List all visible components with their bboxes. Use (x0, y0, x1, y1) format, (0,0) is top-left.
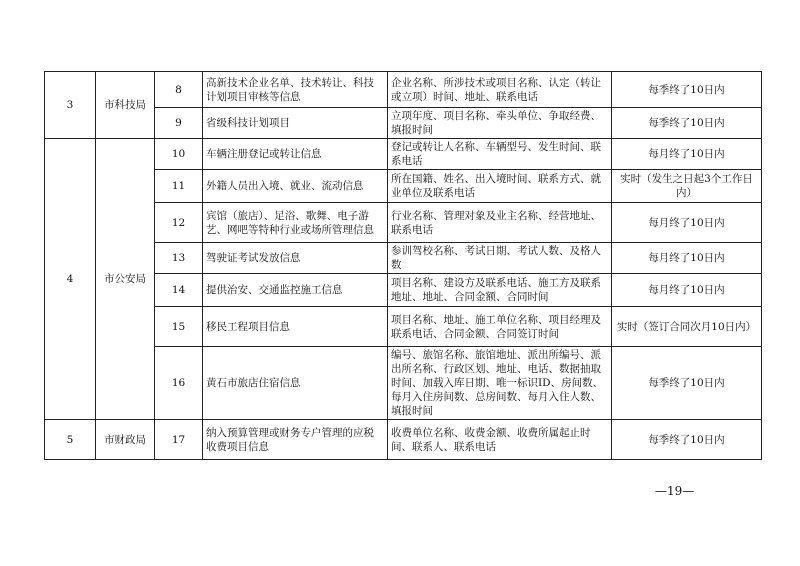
department-cell: 市财政局 (96, 420, 155, 460)
deadline-cell: 实时（签订合同次月10日内） (612, 307, 762, 347)
deadline-cell: 每月终了10日内 (612, 203, 762, 243)
row-index-cell: 3 (45, 72, 96, 139)
deadline-cell: 每月终了10日内 (612, 139, 762, 170)
item-number-cell: 10 (155, 139, 203, 170)
deadline-cell: 每季终了10日内 (612, 72, 762, 108)
item-name-cell: 黄石市旅店住宿信息 (203, 347, 388, 420)
item-content-cell: 所在国籍、姓名、出入境时间、联系方式、就业单位及联系电话 (388, 170, 612, 203)
item-name-cell: 移民工程项目信息 (203, 307, 388, 347)
table-row (45, 420, 762, 460)
item-name-cell: 驾驶证考试发放信息 (203, 243, 388, 274)
item-number-cell: 17 (155, 420, 203, 460)
item-content-cell: 编号、旅馆名称、旅馆地址、派出所编号、派出所名称、行政区划、地址、电话、数据抽取时间、加载入库日期、唯一标识ID、房间数、每月入住房间数、总房间数、每月入住人数、填报时间 (388, 347, 612, 420)
item-name-cell: 高新技术企业名单、技术转让、科技计划项目审核等信息 (203, 72, 388, 108)
item-content-cell: 项目名称、地址、施工单位名称、项目经理及联系电话、合同金额、合同签订时间 (388, 307, 612, 347)
item-number-cell: 9 (155, 108, 203, 139)
item-number-cell: 12 (155, 203, 203, 243)
item-name-cell: 提供治安、交通监控施工信息 (203, 274, 388, 307)
department-cell: 市科技局 (96, 72, 155, 139)
item-content-cell: 企业名称、所涉技术或项目名称、认定（转让或立项）时间、地址、联系电话 (388, 72, 612, 108)
item-number-cell: 8 (155, 72, 203, 108)
row-index-cell: 4 (45, 139, 96, 420)
item-content-cell: 立项年度、项目名称、牵头单位、争取经费、填报时间 (388, 108, 612, 139)
deadline-cell: 实时（发生之日起3个工作日内） (612, 170, 762, 203)
deadline-cell: 每季终了10日内 (612, 108, 762, 139)
item-content-cell: 收费单位名称、收费金额、收费所属起止时间、联系人、联系电话 (388, 420, 612, 460)
table-row (45, 139, 762, 170)
item-content-cell: 行业名称、管理对象及业主名称、经营地址、联系电话 (388, 203, 612, 243)
item-number-cell: 16 (155, 347, 203, 420)
row-index-cell: 5 (45, 420, 96, 460)
item-name-cell: 车辆注册登记或转让信息 (203, 139, 388, 170)
item-content-cell: 登记或转让人名称、车辆型号、发生时间、联系电话 (388, 139, 612, 170)
item-content-cell: 项目名称、建设方及联系电话、施工方及联系地址、地址、合同金额、合同时间 (388, 274, 612, 307)
deadline-cell: 每季终了10日内 (612, 347, 762, 420)
item-number-cell: 11 (155, 170, 203, 203)
item-name-cell: 宾馆（旅店）、足浴、歌舞、电子游艺、网吧等特种行业或场所管理信息 (203, 203, 388, 243)
item-name-cell: 省级科技计划项目 (203, 108, 388, 139)
item-number-cell: 14 (155, 274, 203, 307)
item-number-cell: 13 (155, 243, 203, 274)
item-name-cell: 外籍人员出入境、就业、流动信息 (203, 170, 388, 203)
item-number-cell: 15 (155, 307, 203, 347)
item-content-cell: 参训驾校名称、考试日期、考试人数、及格人数 (388, 243, 612, 274)
department-cell: 市公安局 (96, 139, 155, 420)
table-body (45, 72, 762, 460)
deadline-cell: 每月终了10日内 (612, 243, 762, 274)
table-row (45, 72, 762, 108)
page-number: —19— (655, 484, 695, 498)
item-name-cell: 纳入预算管理或财务专户管理的应税收费项目信息 (203, 420, 388, 460)
deadline-cell: 每季终了10日内 (612, 420, 762, 460)
deadline-cell: 每月终了10日内 (612, 274, 762, 307)
info-sharing-table (44, 71, 762, 460)
